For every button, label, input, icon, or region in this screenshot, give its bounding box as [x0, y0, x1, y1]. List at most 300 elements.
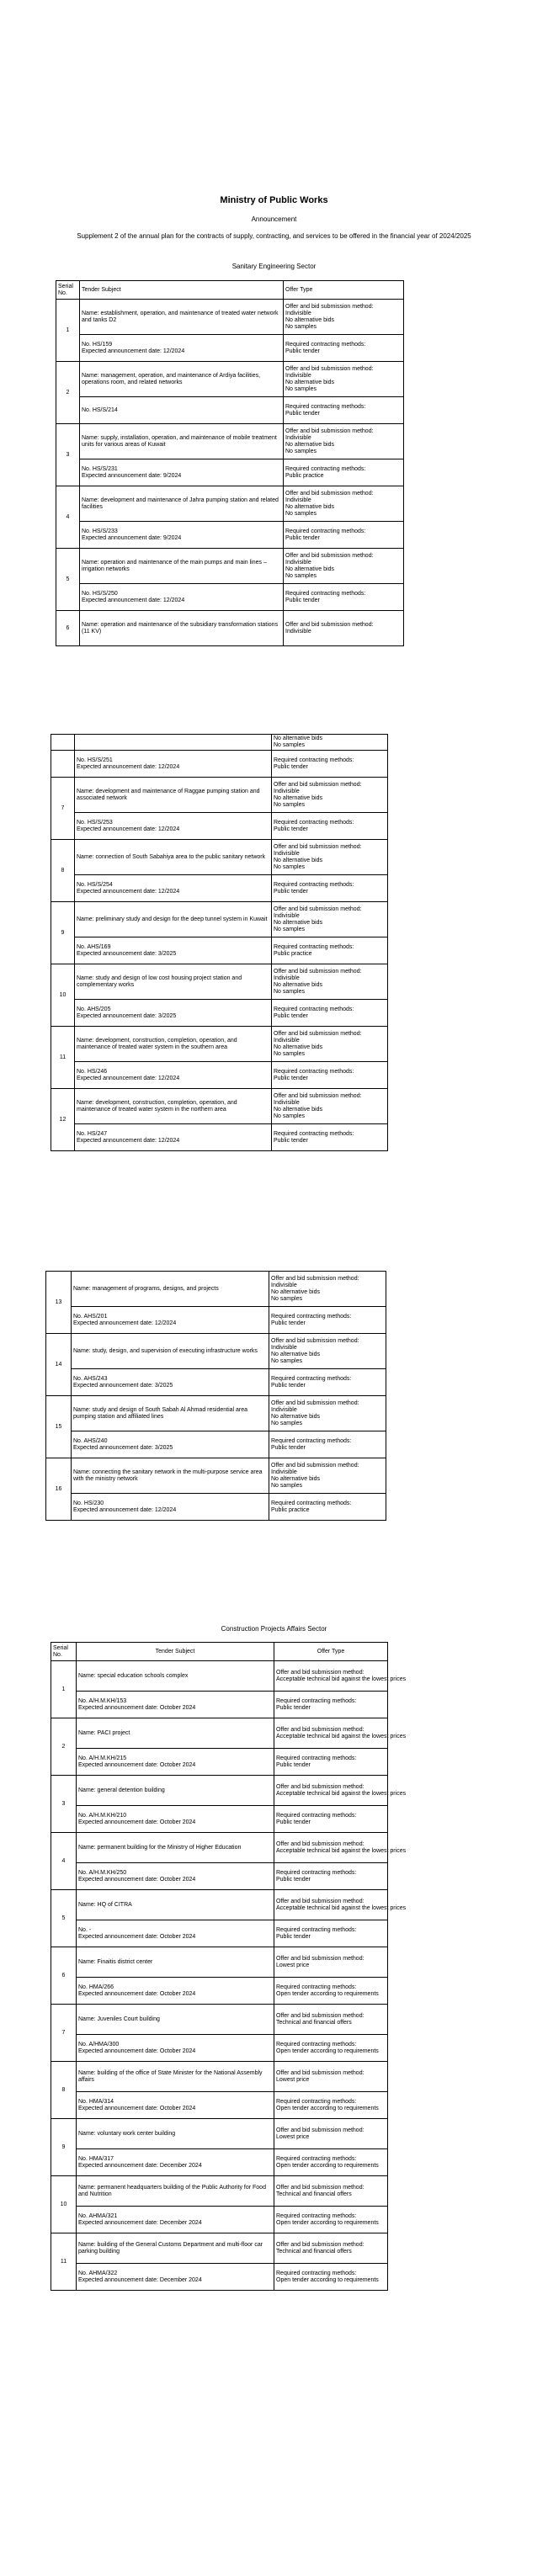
tender-detail-row — [51, 1920, 388, 1947]
offer-line: Lowest price — [276, 2076, 310, 2083]
construction-sector-heading: Construction Projects Affairs Sector — [221, 1625, 327, 1633]
tender-detail-row — [51, 1062, 388, 1089]
offer-line: Indivisible — [274, 912, 300, 919]
offer-line: Public practice — [271, 1506, 310, 1513]
offer-line: Offer and bid submission method: — [274, 906, 362, 912]
tender-number: No. HS/S/254 — [77, 881, 113, 888]
offer-line: Required contracting methods: — [285, 403, 366, 410]
tender-row — [46, 1458, 386, 1494]
tender-detail-row — [51, 1863, 388, 1890]
tender-row — [51, 2005, 388, 2035]
offer-line: Public tender — [274, 763, 308, 770]
offer-line: Required contracting methods: — [276, 1697, 357, 1704]
tender-number-cell — [80, 584, 284, 611]
contracting-method-cell — [274, 2035, 388, 2062]
offer-line: Acceptable technical bid against the lowest prices — [276, 1904, 407, 1911]
serial-number: 7 — [51, 778, 75, 840]
announcement-date: Expected announcement date: 3/2025 — [73, 1382, 173, 1389]
continuation-offer-cell — [272, 735, 388, 751]
offer-line: Acceptable technical bid against the lowest prices — [276, 1676, 407, 1682]
tender-row — [51, 1027, 388, 1062]
offer-method-cell — [274, 1890, 407, 1920]
offer-line: Offer and bid submission method: — [274, 968, 362, 975]
offer-line: Indivisible — [285, 497, 311, 503]
offer-line: Open tender according to requirements — [276, 2276, 379, 2283]
offer-line: No samples — [274, 926, 305, 932]
tender-number-cell — [77, 1806, 274, 1833]
serial-number: 10 — [51, 964, 75, 1027]
offer-line: No alternative bids — [274, 981, 322, 988]
tender-detail-row — [56, 335, 404, 362]
announcement-date: Expected announcement date: October 2024 — [78, 2105, 196, 2111]
offer-line: No samples — [274, 1050, 305, 1057]
announcement-date: Expected announcement date: 12/2024 — [73, 1506, 177, 1513]
tender-number-cell — [77, 1863, 274, 1890]
offer-line: No samples — [271, 1295, 302, 1302]
offer-method-cell — [272, 778, 388, 813]
tender-number-cell — [75, 937, 272, 964]
tender-number-cell — [80, 397, 284, 424]
announcement-label: Announcement — [251, 215, 297, 223]
offer-line: No samples — [274, 1113, 305, 1119]
serial-number: 2 — [51, 1718, 77, 1776]
offer-line: No alternative bids — [274, 1106, 322, 1113]
offer-line: Indivisible — [271, 1282, 297, 1288]
contracting-method-cell — [272, 813, 388, 840]
serial-no-header: Serial No. — [51, 1643, 77, 1661]
serial-number: 3 — [51, 1776, 77, 1833]
tender-number-cell — [77, 2092, 274, 2119]
tender-number-cell — [72, 1494, 269, 1521]
offer-line: No alternative bids — [285, 441, 334, 448]
tender-name: Name: study, design, and supervision of executing infrastructure works — [72, 1334, 269, 1369]
tender-row — [51, 840, 388, 875]
offer-line: Open tender according to requirements — [276, 2219, 379, 2226]
contracting-method-cell — [274, 2264, 388, 2291]
contracting-method-cell — [284, 335, 404, 362]
offer-line: Offer and bid submission method: — [274, 1092, 362, 1099]
offer-line: Public tender — [285, 534, 320, 541]
tender-detail-row — [51, 813, 388, 840]
offer-line: Required contracting methods: — [276, 1984, 357, 1990]
serial-number: 4 — [56, 486, 80, 549]
offer-line: No samples — [271, 1420, 302, 1426]
offer-line: Offer and bid submission method: — [271, 1462, 359, 1469]
tender-number: No. HS/S/251 — [77, 757, 113, 763]
tender-number-cell — [75, 875, 272, 902]
offer-method-cell — [284, 486, 404, 522]
tender-number: No. - — [78, 1926, 92, 1933]
contracting-method-cell — [274, 2207, 388, 2233]
offer-line: No samples — [274, 863, 305, 870]
tender-row — [56, 300, 404, 335]
tender-row — [51, 1661, 388, 1692]
serial-number: 9 — [51, 2119, 77, 2176]
serial-number: 6 — [51, 1947, 77, 2005]
contracting-method-cell — [274, 1692, 388, 1718]
offer-line: Required contracting methods: — [271, 1313, 352, 1320]
tender-name: Name: study and design of South Sabah Al Ahmad residential area pumping station and affiliated lines — [72, 1396, 269, 1431]
offer-method-cell — [274, 1833, 407, 1863]
announcement-date: Expected announcement date: October 2024 — [78, 1761, 196, 1768]
tender-detail-row — [51, 875, 388, 902]
offer-line: Required contracting methods: — [285, 528, 366, 534]
offer-line: Indivisible — [285, 559, 311, 566]
serial-number: 1 — [56, 300, 80, 362]
serial-number: 10 — [51, 2176, 77, 2233]
offer-line: No alternative bids — [285, 316, 334, 323]
announcement-date: Expected announcement date: December 2024 — [78, 2162, 202, 2169]
sector-heading: Sanitary Engineering Sector — [231, 263, 317, 270]
tender-number-cell — [72, 1307, 269, 1334]
offer-line: No samples — [285, 385, 317, 392]
offer-line: No alternative bids — [285, 503, 334, 510]
tender-detail-row — [56, 584, 404, 611]
offer-line: Offer and bid submission method: — [285, 365, 374, 372]
offer-line: Offer and bid submission method: — [276, 2127, 364, 2133]
tender-row — [51, 2176, 388, 2207]
tender-number-cell — [80, 522, 284, 549]
tender-row — [51, 1947, 388, 1978]
tender-row — [56, 362, 404, 397]
offer-line: Public tender — [274, 1075, 308, 1081]
tender-detail-row — [51, 1806, 388, 1833]
offer-line: Public tender — [274, 1137, 308, 1144]
tender-row — [51, 1089, 388, 1124]
serial-number: 16 — [46, 1458, 72, 1521]
contracting-method-cell — [272, 1000, 388, 1027]
serial-number: 8 — [51, 840, 75, 902]
announcement-date: Expected announcement date: October 2024 — [78, 1876, 196, 1883]
offer-line: Offer and bid submission method: — [276, 1955, 364, 1962]
tender-detail-row — [46, 1369, 386, 1396]
tender-number-cell — [77, 1749, 274, 1776]
tender-name: Name: preliminary study and design for the deep tunnel system in Kuwait — [75, 902, 272, 937]
offer-line: No alternative bids — [271, 1413, 320, 1420]
offer-line: Offer and bid submission method: — [276, 1669, 364, 1676]
tender-name: Name: development, construction, completion, operation, and maintenance of treated water system in the northern area — [75, 1089, 272, 1124]
announcement-date: Expected announcement date: 12/2024 — [77, 888, 180, 895]
offer-line: Indivisible — [274, 788, 300, 794]
offer-method-cell — [274, 1661, 407, 1692]
tender-name: Name: management of programs, designs, and projects — [72, 1272, 269, 1307]
offer-line: No samples — [274, 801, 305, 808]
offer-line: Public tender — [285, 348, 320, 354]
tender-number: No. A/HMA/300 — [78, 2041, 120, 2048]
serial-number: 3 — [56, 424, 80, 486]
offer-line: Technical and financial offers — [276, 2248, 352, 2255]
announcement-date: Expected announcement date: October 2024 — [78, 1704, 196, 1711]
offer-line: Public tender — [276, 1876, 311, 1883]
offer-line: Public practice — [285, 472, 324, 479]
offer-line: Required contracting methods: — [274, 1068, 354, 1075]
tender-number-cell — [77, 2264, 274, 2291]
tender-number: No. HS/246 — [77, 1068, 108, 1075]
offer-line: Offer and bid submission method: — [276, 1726, 364, 1733]
serial-number: 1 — [51, 1661, 77, 1718]
offer-line: Technical and financial offers — [276, 2191, 352, 2197]
continuation-line: No alternative bids — [274, 736, 322, 741]
tender-number: No. A/H.M.KH/250 — [78, 1869, 127, 1876]
tender-detail-row — [56, 397, 404, 424]
announcement-date: Expected announcement date: 12/2024 — [82, 348, 185, 354]
announcement-date: Expected announcement date: 12/2024 — [77, 1075, 180, 1081]
tender-name: Name: connection of South Sabahiya area to the public sanitary network — [75, 840, 272, 875]
offer-method-cell — [274, 2062, 388, 2092]
announcement-date: Expected announcement date: 3/2025 — [73, 1444, 173, 1451]
announcement-date: Expected announcement date: 12/2024 — [77, 1137, 180, 1144]
offer-line: Offer and bid submission method: — [276, 2012, 364, 2019]
offer-line: Acceptable technical bid against the lowest prices — [276, 1733, 407, 1739]
announcement-date: Expected announcement date: October 2024 — [78, 2048, 196, 2054]
offer-line: No samples — [274, 988, 305, 995]
announcement-date: Expected announcement date: 12/2024 — [77, 763, 180, 770]
offer-method-cell — [269, 1334, 386, 1369]
offer-method-cell — [274, 2005, 388, 2035]
contracting-method-cell — [274, 1806, 388, 1833]
tender-row — [46, 1396, 386, 1431]
tender-subject-header: Tender Subject — [80, 281, 284, 300]
offer-method-cell — [274, 1718, 407, 1749]
offer-line: Indivisible — [271, 1469, 297, 1475]
offer-line: No alternative bids — [274, 919, 322, 926]
tender-detail-row — [46, 1431, 386, 1458]
offer-line: No samples — [285, 323, 317, 330]
offer-line: Open tender according to requirements — [276, 2105, 379, 2111]
offer-line: No alternative bids — [274, 794, 322, 801]
tender-row — [51, 2119, 388, 2149]
offer-line: Required contracting methods: — [271, 1437, 352, 1444]
serial-number: 11 — [51, 1027, 75, 1089]
serial-number: 12 — [51, 1089, 75, 1151]
offer-line: No alternative bids — [285, 379, 334, 385]
offer-method-cell — [269, 1272, 386, 1307]
announcement-date: Expected announcement date: October 2024 — [78, 1933, 196, 1940]
offer-line: Acceptable technical bid against the lowest prices — [276, 1790, 407, 1797]
offer-method-cell — [274, 1776, 407, 1806]
serial-number: 14 — [46, 1334, 72, 1396]
offer-line: Offer and bid submission method: — [285, 303, 374, 310]
tender-row — [56, 611, 404, 646]
contracting-method-cell — [272, 937, 388, 964]
tender-number-cell — [77, 1692, 274, 1718]
tender-detail-row — [51, 2264, 388, 2291]
offer-line: Public tender — [285, 597, 320, 603]
tender-name: Name: supply, installation, operation, and maintenance of mobile treatment units for various areas of Kuwait — [80, 424, 284, 459]
serial-number: 2 — [56, 362, 80, 424]
tender-number: No. A/H.M.KH/215 — [78, 1755, 127, 1761]
tender-detail-row — [56, 522, 404, 549]
tender-detail-row — [46, 1307, 386, 1334]
tender-name: Name: PACI project — [77, 1718, 274, 1749]
offer-method-cell — [272, 902, 388, 937]
contracting-method-cell — [269, 1307, 386, 1334]
offer-line: Offer and bid submission method: — [271, 1400, 359, 1406]
offer-line: Open tender according to requirements — [276, 2162, 379, 2169]
tender-name: Name: connecting the sanitary network in the multi-purpose service area with the ministry network — [72, 1458, 269, 1494]
offer-line: Offer and bid submission method: — [276, 1840, 364, 1847]
serial-number: 6 — [56, 611, 80, 646]
tender-detail-row — [51, 1124, 388, 1151]
tender-number-cell — [77, 2035, 274, 2062]
tender-subject-header: Tender Subject — [77, 1643, 274, 1661]
serial-no-header: Serial No. — [56, 281, 80, 300]
sanitary-table-part-1 — [56, 280, 404, 646]
tender-number-cell — [77, 1978, 274, 2005]
offer-line: Required contracting methods: — [274, 1130, 354, 1137]
offer-line: Required contracting methods: — [276, 2098, 357, 2105]
offer-line: Indivisible — [271, 1344, 297, 1351]
tender-name: Name: special education schools complex — [77, 1661, 274, 1692]
tender-number: No. HS/S/231 — [82, 465, 118, 472]
offer-line: Public tender — [274, 888, 308, 895]
sanitary-table-part-3 — [45, 1271, 386, 1521]
tender-number-cell — [77, 2149, 274, 2176]
tender-name: Name: establishment, operation, and maintenance of treated water network and tanks D2 — [80, 300, 284, 335]
serial-number: 15 — [46, 1396, 72, 1458]
tender-number: No. AHMA/321 — [78, 2212, 118, 2219]
offer-line: Required contracting methods: — [274, 757, 354, 763]
tender-detail-row — [46, 1494, 386, 1521]
offer-line: Indivisible — [285, 628, 311, 635]
serial-number: 13 — [46, 1272, 72, 1334]
offer-line: Offer and bid submission method: — [285, 428, 374, 434]
offer-line: Public tender — [271, 1382, 306, 1389]
offer-line: Public tender — [276, 1704, 311, 1711]
offer-method-cell — [284, 611, 404, 646]
tender-number-cell — [72, 1431, 269, 1458]
tender-detail-row — [51, 2092, 388, 2119]
tender-name: Name: Juveniles Court building — [77, 2005, 274, 2035]
offer-line: Required contracting methods: — [274, 1006, 354, 1012]
contracting-method-cell — [284, 522, 404, 549]
serial-number: 7 — [51, 2005, 77, 2062]
offer-line: Required contracting methods: — [276, 1869, 357, 1876]
offer-line: Offer and bid submission method: — [276, 1783, 364, 1790]
tender-row — [51, 2233, 388, 2264]
tender-name: Name: operation and maintenance of the subsidiary transformation stations (11 KV) — [80, 611, 284, 646]
offer-method-cell — [284, 300, 404, 335]
tender-name: Name: operation and maintenance of the main pumps and main lines – irrigation networks — [80, 549, 284, 584]
offer-line: No alternative bids — [271, 1351, 320, 1357]
announcement-date: Expected announcement date: 9/2024 — [82, 534, 182, 541]
offer-method-cell — [272, 1089, 388, 1124]
serial-number: 9 — [51, 902, 75, 964]
tender-detail-row — [51, 1978, 388, 2005]
tender-number: No. HS/159 — [82, 341, 113, 348]
tender-name: Name: building of the office of State Minister for the National Assembly affairs — [77, 2062, 274, 2092]
offer-line: Offer and bid submission method: — [276, 2241, 364, 2248]
offer-line: Required contracting methods: — [274, 943, 354, 950]
tender-detail-row — [51, 1000, 388, 1027]
offer-method-cell — [274, 2119, 388, 2149]
contracting-method-cell — [284, 459, 404, 486]
contracting-method-cell — [274, 1863, 388, 1890]
offer-line: Required contracting methods: — [274, 881, 354, 888]
offer-line: Indivisible — [271, 1406, 297, 1413]
offer-line: Offer and bid submission method: — [274, 843, 362, 850]
tender-number: No. HMA/317 — [78, 2155, 114, 2162]
offer-type-header: Offer Type — [284, 281, 404, 300]
offer-line: Required contracting methods: — [271, 1375, 352, 1382]
contracting-method-cell — [272, 1124, 388, 1151]
offer-line: No alternative bids — [285, 566, 334, 572]
offer-line: Required contracting methods: — [276, 2270, 357, 2276]
tender-number: No. HMA/314 — [78, 2098, 114, 2105]
tender-name: Name: permanent building for the Ministry of Higher Education — [77, 1833, 274, 1863]
offer-line: Required contracting methods: — [285, 465, 366, 472]
offer-line: Lowest price — [276, 2133, 310, 2140]
tender-number: No. HS/230 — [73, 1500, 104, 1506]
offer-line: Required contracting methods: — [276, 2041, 357, 2048]
tender-row — [51, 964, 388, 1000]
tender-row — [46, 1334, 386, 1369]
tender-number: No. HS/S/233 — [82, 528, 118, 534]
tender-number-cell — [80, 459, 284, 486]
tender-number: No. HS/S/250 — [82, 590, 118, 597]
offer-line: Offer and bid submission method: — [276, 2184, 364, 2191]
tender-row — [56, 424, 404, 459]
contracting-method-cell — [274, 2149, 388, 2176]
offer-line: Required contracting methods: — [276, 1755, 357, 1761]
offer-line: Technical and financial offers — [276, 2019, 352, 2026]
serial-number: 5 — [56, 549, 80, 611]
offer-line: Public tender — [276, 1933, 311, 1940]
tender-name: Name: development and maintenance of Jahra pumping station and related facilities — [80, 486, 284, 522]
tender-number: No. A/H.M.KH/210 — [78, 1812, 127, 1819]
offer-line: No alternative bids — [271, 1288, 320, 1295]
offer-line: Public tender — [271, 1444, 306, 1451]
offer-line: Offer and bid submission method: — [271, 1337, 359, 1344]
announcement-date: Expected announcement date: 9/2024 — [82, 472, 182, 479]
contracting-method-cell — [274, 2092, 388, 2119]
tender-name: Name: building of the General Customs Department and multi-floor car parking building — [77, 2233, 274, 2264]
offer-line: No samples — [285, 510, 317, 517]
offer-line: Indivisible — [274, 1037, 300, 1044]
offer-method-cell — [269, 1458, 386, 1494]
tender-number: No. A/H.M.KH/153 — [78, 1697, 127, 1704]
announcement-date: Expected announcement date: December 2024 — [78, 2276, 202, 2283]
tender-row — [51, 902, 388, 937]
offer-line: Acceptable technical bid against the lowest prices — [276, 1847, 407, 1854]
offer-line: Required contracting methods: — [285, 590, 366, 597]
offer-line: Required contracting methods: — [276, 2155, 357, 2162]
offer-line: No samples — [271, 1357, 302, 1364]
offer-line: Required contracting methods: — [271, 1500, 352, 1506]
contracting-method-cell — [274, 1978, 388, 2005]
offer-line: Open tender according to requirements — [276, 1990, 379, 1997]
tender-number-cell — [75, 1062, 272, 1089]
tender-row — [51, 1776, 388, 1806]
offer-line: No alternative bids — [274, 1044, 322, 1050]
tender-detail-row — [51, 1749, 388, 1776]
offer-line: Lowest price — [276, 1962, 310, 1968]
offer-line: Indivisible — [274, 1099, 300, 1106]
offer-method-cell — [284, 549, 404, 584]
tender-detail-row — [51, 937, 388, 964]
contracting-method-cell — [284, 397, 404, 424]
construction-table — [51, 1642, 407, 2291]
tender-number-cell — [77, 2207, 274, 2233]
tender-number: No. AHS/169 — [77, 943, 111, 950]
offer-method-cell — [274, 2233, 388, 2264]
offer-line: Public tender — [274, 826, 308, 832]
serial-number: 4 — [51, 1833, 77, 1890]
contracting-method-cell — [274, 1920, 388, 1947]
announcement-date: Expected announcement date: 12/2024 — [77, 826, 180, 832]
contracting-method-cell — [272, 875, 388, 902]
offer-line: Public tender — [285, 410, 320, 417]
